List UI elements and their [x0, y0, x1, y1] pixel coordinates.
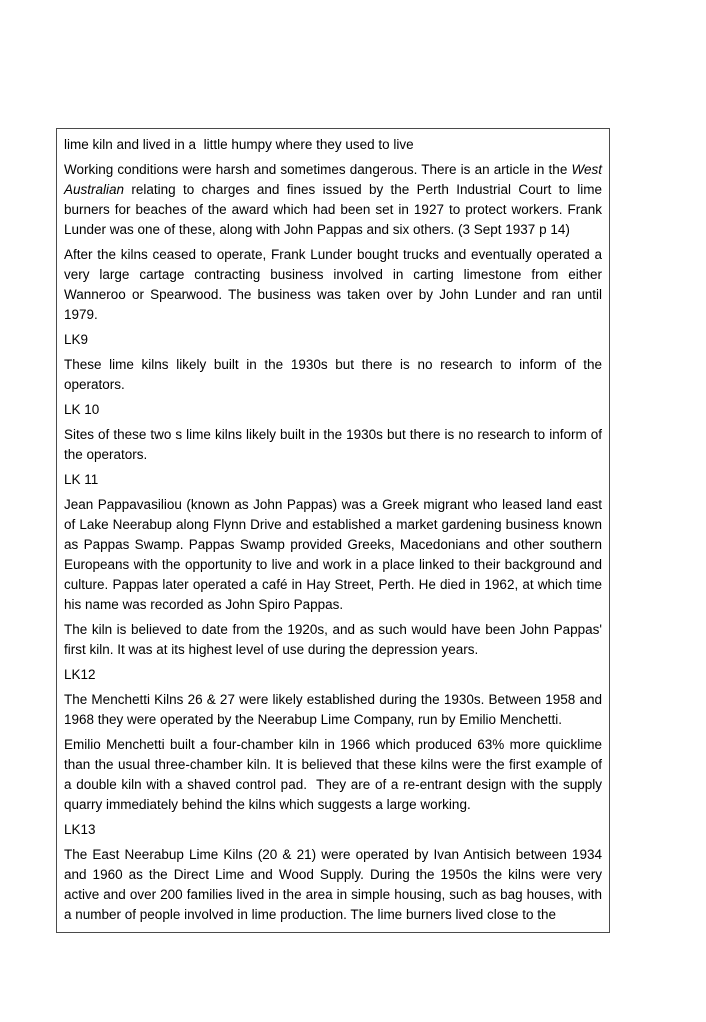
text-run: lime kiln and lived in a little humpy where they used to live: [64, 137, 414, 152]
text-run: LK13: [64, 822, 96, 837]
italic-text-run: West Australian: [64, 162, 606, 197]
text-run: LK12: [64, 667, 96, 682]
text-border-box: [56, 128, 610, 933]
section-label-lk12: [64, 665, 602, 685]
section-label-lk10: [64, 400, 602, 420]
section-label-lk9: [64, 330, 602, 350]
paragraph-continuation: [64, 135, 602, 155]
text-run: After the kilns ceased to operate, Frank Lunder bought trucks and eventually operated a very large cartage contracting business involved in carting limestone from either Wanneroo or Spearwood. The business was taken over by John Lunder and ran until 1979.: [64, 247, 606, 322]
text-run: Sites of these two s lime kilns likely built in the 1930s but there is no research to inform of the operators.: [64, 427, 606, 462]
text-run: The Menchetti Kilns 26 & 27 were likely established during the 1930s. Between 1958 and 1968 they were operated by the Neerabup Lime Company, run by Emilio Menchetti.: [64, 692, 606, 727]
paragraph-lk11-pappas: [64, 495, 606, 615]
paragraph-frank-lunder: [64, 245, 606, 325]
text-run: The East Neerabup Lime Kilns (20 & 21) were operated by Ivan Antisich between 1934 and 1960 as the Direct Lime and Wood Supply. During the 1950s the kilns were very active and over 200 families lived in the area in simple housing, such as bag houses, with a number of people involved in lime production. The lime burners lived close to the: [64, 847, 606, 922]
text-run: The kiln is believed to date from the 1920s, and as such would have been John Pappas' first kiln. It was at its highest level of use during the depression years.: [64, 622, 606, 657]
paragraph-lk13-east-neerabup: [64, 845, 606, 925]
paragraph-lk9-body: [64, 355, 606, 395]
paragraph-lk10-body: [64, 425, 606, 465]
text-run: Emilio Menchetti built a four-chamber kiln in 1966 which produced 63% more quicklime than the usual three-chamber kiln. It is believed that these kilns were the first example of a double kiln with a shaved control pad. They are of a re-entrant design with the supply quarry immediately behind the kilns which suggests a large working.: [64, 737, 606, 812]
text-run: LK 11: [64, 472, 99, 487]
text-run: Working conditions were harsh and sometimes dangerous. There is an article in the: [64, 162, 572, 177]
section-label-lk11: [64, 470, 602, 490]
text-run: These lime kilns likely built in the 1930s but there is no research to inform of the operators.: [64, 357, 606, 392]
paragraph-lk12-four-chamber: [64, 735, 606, 815]
text-run: Jean Pappavasiliou (known as John Pappas) was a Greek migrant who leased land east of Lake Neerabup along Flynn Drive and established a market gardening business known as Pappas Swamp. Pappas Swamp provided Greeks, Macedonians and other southern Europeans with the opportunity to live and work in a place linked to their background and culture. Pappas later operated a café in Hay Street, Perth. He died in 1962, at which time his name was recorded as John Spiro Pappas.: [64, 497, 606, 612]
text-run: relating to charges and fines issued by the Perth Industrial Court to lime burners for beaches of the award which had been set in 1927 to protect workers. Frank Lunder was one of these, along with John Pappas and six others. (3 Sept 1937 p 14): [64, 182, 606, 237]
text-run: LK9: [64, 332, 89, 347]
paragraph-working-conditions: [64, 160, 606, 240]
paragraph-lk11-kiln-date: [64, 620, 606, 660]
paragraph-lk12-menchetti: [64, 690, 606, 730]
text-run: LK 10: [64, 402, 100, 417]
section-label-lk13: [64, 820, 602, 840]
